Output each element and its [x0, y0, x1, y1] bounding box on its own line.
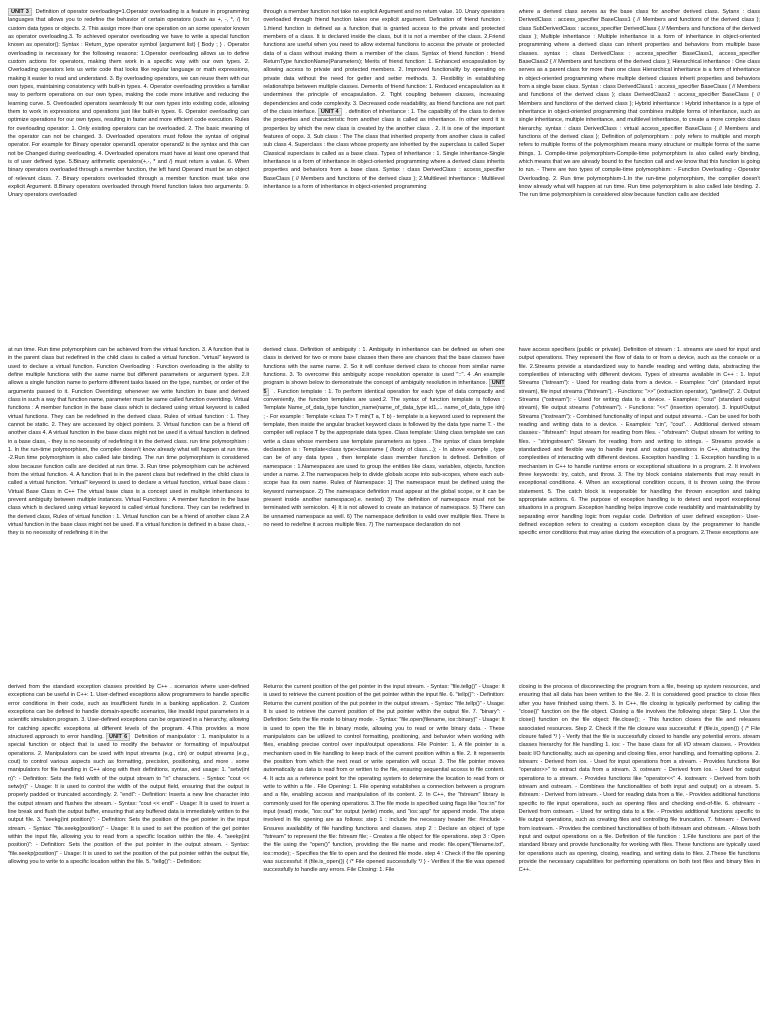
unit-heading: UNIT 5 — [263, 380, 505, 395]
column-text: through a member function not take no explicit Argument and no return value. 10. Unary operators overloaded through friend function takes one explicit argument. Defination of friend function : 1.friend function is defined as a function that is granted access to the private and protected members of a class. It is declared inside the class, but it is not a member of the class. 2.Friend functions are useful when you need to allow external functions to access the private or protected data of a class without making them a member of the class. Syntax of friend function : friend ReturnType functionName(Parameters); Merits of friend function: 1. Enhanced encapsulation by allowing access to private and protected members. 2. Improved functionality by operating on private data without the need for getter and setter methods. 3. Flexibility in establishing relationships between multiple classes. Demerits of friend function: 1. Reduced encapsulation as it undermines the principle of encapsulation. 2. Tight coupling between classes, increasing dependencies and code complexity. 3. Decreased code readability, as friend functions are not part of the class interface. UNIT 4 . definition of inheritance : 1. The capability of the class to derive the properties and characteristic from another class is called as inheritance. In other word it is properties by which the new class is created by the another class . 2. It is one of the important features of oops. 3. Sub class : The The class that inherited property from another class is called sub class 4. Superclass : the class whose property are inherited by the superclass is called Super Classical superclass is called as a base class. Types of inheritance : 1. Single inheritance-Single inheritance is a form of inheritance in object-oriented programming where a derived class inherits properties and behaviors from a base class. Syntax : class DerivedClass : access_specifier BaseClass { // Members and functions of the derived class }; 2.Multilevel inheritance : Multilevel inheritance is a form of inheritance in object-oriented programming — [263, 9, 505, 190]
column-text: UNIT 3 Definition of operator overloading=1.Operator overloading is a feature in programming languages that allows you to redefine the behavior of certain operators (such as +, -, *, /) for custom data types or objects. 2. This assign more than one operation on an some operator known as operator overloading.3. To achieved operator overloading we have to write a special function known as operator(): Syntax : Return_type operator symbol (argument list) { Body ; } . Operator overloading is necessary for the following reasons: 1.Operator overloading allows us to define custom actions for operators, making them work in a specific way with our own types. 2. Overloading operators lets us write code that looks like regular language or math expressions, making it easier to read and understand. 3. By overloading operators, we can reuse them with our own types, maintaining consistency with built-in types. 4. Operator overloading provides a familiar way to perform operations on our own types, making the code more intuitive and reducing the learning curve. 5. Overloaded operators seamlessly fit our own types into existing code, allowing them to work in expressions and operations just like built-in types. 6. Operator overloading can optimize operations for our own types, resulting in faster and more efficient code execution. Rules for overloading operator: 1. Only existing operators can be overloaded. 2. The basic meaning of the operator can not be changed. 3. Overloaded operators must follow the syntax of original operator. For example for Binary operator operand1 operator operand2 is the syntax and this can not be Changed during overloading. 4. Overloaded operators must have at least one operand that is of user defined type. 5.Binary arithmetic operators(+,-, * and /) must return a value. 6. When binary operators overloaded through a member function, the left hand Operand must be an object of relevant class. 7. Binary operators overloaded through a member function must take one explicit Argument. 8.Binary operators overloaded through friend function takes two arguments. 9. Unary operators overloaded — [8, 9, 250, 199]
column-1 — [8, 8, 249, 330]
page-band-2 — [8, 346, 760, 667]
column-text: derived class. Definition of ambiguity : 1. Ambiguity in inheritance can be defined as when one class is derived for two or more base classes then there are chances that the base classes have functions with the same name. 2. So it will confuse derived class to choose from similar name functions. 3. To overcome this ambiguity scope resolution operator is used "::". 4 .An example program is shown below to demonstrate the concept of ambiguity resolution in inheritance. UNIT 5 . Function template : 1. To perform identical operation for each type of data compactly and conveniently, the function templates are used.2. The syntax of function template is follows : Template Name_of_data_type function_name(name_of_data_type id1,... name_of_data_type idn) ; - For example : Template <class T> T min(T a, T b) - template is a keyword used to represent the template, then inside the angular bracket keyword class is followed by the data type name T. - the compiler will replace T by the appropriate data types. Class template: Using class template we can write a class whose members use template parameters as types . The syntax of class template declaration is : Template<class type>classname { //body of class....}; - In above example , type can be of any data types , then template class member function is defined. Definition of namespace : 1.Namespaces are used to group the entities like class, variables, objects, function under a name. 2.The namespaces help to divide globals scope into sub-scopes, where each sub-scope has its own name. Rules of Namespace: 1] The namespace must be defined using the keyword namespace. 2) The namespace definition must appear at the global scope, or it can be present inside another namespace(i.e. nested) 3) The definition of namespace must not be terminated with semicolon. 4) It is not allowed to create an instance of namespace. 5) There can be unnamed namespace as well. 6) The namespace definition is valid over multiple files. There is no need to redefine it across multiple files. 7) The namespace declaration do not — [263, 347, 505, 528]
unit-heading: UNIT 3 — [8, 8, 32, 16]
unit-heading: UNIT 6 — [106, 733, 130, 741]
column-2 — [263, 346, 504, 667]
column-3 — [519, 346, 760, 667]
column-text: at run time. Run time polymorphism can be achieved from the virtual function. 3. A function that is in the parent class but redefined in the child class is called a virtual function. "virtual" keyword is used to declare a virtual function. Function Overloading : Function overloading is the ability to define multiple functions with the same name but different parameters or argument types. 2.It allows a single function name to perform different tasks based on the type, number, or order of the arguments passed to it. Function Overriding: whenever we write function in base and derived class in such a way that function name, parameter must be same called function overriding. Virtual functions : A member function in the base class which is declared using virtual keyword is called virtual functions. They can be redefined in the derived class. Rules of virtual function : 1. They cannot be static. 2. They are accessed by object pointers. 3. Virtual function can be a friend off another class 4. A virtual function in the base class might not be used if a virtual function is defined in a base class, - they is no necessity of redefining it in the derived class. run time polymorphism : 1. In the run-time polymorphism, the compiler doesn't know already what will happen at run time. -2.Run time polymorphism is also called late binding. The run time polymorphism is considered slow because function calls are decided at run time. 3. Run time polymorphism can be achieved from the virtual function. 4. A function that is in the parent class but redefined in the child class is called a virtual function. "virtual" keyword is used to declare a virtual function, virtual base class : Virtual Base Class in C++ The virtual base class is a concept used in multiple inheritances to prevent ambiguity between multiple instances. Virtual Functions : A member function in the base class which is declared using virtual keyword is called virtual functions. They can be redefined in the derived class, Rules of virtual function : 1. Virtual function can be a friend of another class 2.A virtual function in the base class might not be used. If a virtual function is defined in a base class, - they is no necessity of redefining it in the — [8, 347, 250, 537]
column-1 — [8, 346, 249, 667]
page-band-1 — [8, 8, 760, 330]
column-text: derived from the standard exception classes provided by C++ . scenarios where user-defined exceptions can be useful in C++: 1. User-defined exceptions allow programmers to handle specific error conditions in their code, such as insufficient funds in a banking application. 2. Custom exceptions can be defined to handle domain-specific scenarios, like invalid input parameters in a scientific simulation program. 3. User-defined exceptions can be organized in a hierarchy, allowing for catching specific exceptions at different levels of the program. 4.This provides a more structured approach to error handling. UNIT 6 Definition of manipulator : 1. manipulator is a special function or object that is used to modify the behavior or formatting of input/output operations. 2. Manipulators can be used with input streams (e.g., cin) or output streams (e.g., cout) to control various aspects such as formatting, precision, positioning, and more . some manipulators for file handling in C++ along with their definitions, syntax, and usage: 1. "setw(int n)": - Definition: Sets the field width of the output stream to "n" characters. - Syntax: "cout << setw(n)" - Usage: It is used to control the width of the output field, ensuring that the output is properly padded or truncated accordingly. 2. "endl": - Definition: Inserts a new line character into the output stream and flushes the stream. - Syntax: "cout << endl" - Usage: It is used to insert a line break and flush the output buffer, ensuring that any buffered data is immediately written to the output file. 3. "seekg(int position)": - Definition: Sets the position of the get pointer in the input stream. - Syntax: "file.seekg(position)" - Usage: It is used to set the position of the get pointer within the input file, allowing you to read from a specific location within the file. 4. "seekp(int position)": - Definition: Sets the position of the put pointer in the output stream. - Syntax: "file.seekp(position)" - Usage: It is used to set the position of the put pointer within the output file, allowing you to write to a specific location within the file. 5. "tellg()": - Definition: — [8, 684, 250, 865]
column-text: Returns the current position of the get pointer in the input stream. - Syntax: "file.tellg()" - Usage: It is used to retrieve the current position of the get pointer within the input file. 6. "tellp()": - Definition: Returns the current position of the put pointer in the output stream. - Syntax: "file.tellp()" - Usage: It is used to retrieve the current position of the put pointer within the output file. 7. "binary": - Definition: Sets the file mode to binary mode. - Syntax: "file.open(filename, ios::binary)" - Usage: It is used to open the file in binary mode, allowing you to read or write binary data. - These manipulators can be utilized to control formatting, positioning, and behavior when working with files, enabling precise control over input/output operations. File Pointer: 1. A file pointer is a mechanism used in file handling to keep track of the current position within a file. 2. It represents the position from which the next read or write operation will occur. 3. The file pointer moves automatically as data is read from or written to the file, ensuring sequential access to file content. 4. It acts as a reference point for the operating system to determine the location to read from or write to within a file . File Opening: 1. File opening establishes a connection between a program and a file, enabling access and manipulation of its content. 2. In C++, the "fstream" library is commonly used for file opening operations. 3.The file mode is specified using flags like "ios::in" for input (read) mode, "ios::out" for output (write) mode, and "ios::app" for append mode. The steps involved in file opening are as follows: step 1 : include the necessary header file: #include - Ensures availability of file handling functions and classes. step 2 : Declare an object of type "fstream" to represent the file: fstream file; - Creates a file object for file operations. step 3 : Open the file using the "open()" function, providing the file name and mode: file.open("filename.txt", ios::mode); - Specifies the file to open and the desired file mode. step 4 : Check if the file opening was successful: if (file.is_open()) { /* File opened successfully */ } - Verifies if the file was opened successfully to handle any errors. File Closing: 1. File — [263, 684, 505, 874]
column-1 — [8, 683, 249, 1018]
column-3 — [519, 683, 760, 1018]
column-2 — [263, 8, 504, 330]
column-text: where a derived class serves as the base class for another derived class. Sytanx : class DerivedClass : access_specifier BaseClass1 { // Members and functions of the derived class }; class SubDerivedClass : access_specifier DerivedClass { // Members and functions of the derived class }; Multiple inheritance : Multiple inheritance is a form of inheritance in object-oriented programming where a derived class can inherit properties and behaviors from multiple base classes. syntax : class DerivedClass : access_specifier BaseClass1, access_specifier BaseClass2 { // Members and functions of the derived class }; Hierarchical inheritance : One class serves as a parent class for more than one class Hierarchical inheritance is a form of inheritance in object-oriented programming where multiple derived classes inherit properties and behaviors from a single base class. Syntax : class DerivedClass1 : access_specifier BaseClass { // Members and functions of the derived class }; class DerivedClass2 : access_specifier BaseClass { // Members and functions of the derived class }; Hybrid inheritance : Hybrid inheritance is a type of inheritance in object-oriented programming that combines multiple forms of inheritance, such as single inheritance, multiple inheritance, and multilevel inheritance, to create a more complex class hierarchy. syntax : class DerivedClass : virtual access_specifier BaseClass { // Members and functions of the derived class }; Definition of polymorphism : poly refers to multiple and morph refers to multiple forms of the polymorphism means many structure or multiple forms of the same things. 1. Compile-time polymorphism-Compile-time polymorphism is also called early binding, which means that we are already bound to the function call and we know that this function is going to run. - There are two types of compile-time polymorphism: - Function Overloading - Operator Overloading. 2. Run time polymorphism-1.In the run-time polymorphism, the compiler doesn't know already what will happen at run time. Run time polymorphism is also called late binding. 2. The run time polymorphism is considered slow because function calls are decided — [518, 9, 760, 199]
page-band-3 — [8, 683, 760, 1018]
column-2 — [263, 683, 504, 1018]
column-text: closing is the process of disconnecting the program from a file, freeing up system resources, and ensuring that all data has been written to the file. 2. It is considered good practice to close files after you have finished using them. 3. In C++, file closing is typically performed by calling the "close()" function on the file object. Closing a file involves the following steps: Step 1. Use the close() function on the file object: file.close(); - This function closes the file and releases associated resources. Step 2. Check if the file closure was successful: if (file.is_open()) { /* File closure failed */ } - Verify that the file is successfully closed to handle any potential errors. stream classes hierarchy for file handling 1. ios: - The base class for all I/O stream classes. - Provides basic I/O functionality, such as opening and closing files, error handling, and formatting options. 2. istream: - Derived from ios. - Used for input operations from a stream. - Provides functions like "operator>>" to extract data from a stream. 3. ostream: - Derived from ios. - Used for output operations to a stream. - Provides functions like "operator<<" 4. iostream: - Derived from both istream and ostream. - Combines the functionalities of both input and output) on a stream. 5. ifstream: - Derived from istream. - Used for reading data from a file. - Provides additional functions specific to file input operations, such as opening files and checking end-of-file. 6. ofstream: - Derived from ostream. - Used for writing data to a file. - Provides additional functions specific to file output operations, such as creating files and controlling file truncation. 7. fstream: - Derived from iostream. - Provides the combined functionalities of both ifstream and ofstream. - Allows both input and output operations on a file. Definition of file function : 1.File functions are part of the standard library and provide functionality for working with files. These functions are typically used for operations such as opening, closing, reading, and writing data to files. 2.These file functions provide the necessary capabilities for performing operations on both text files and binary files in C++. — [518, 684, 760, 874]
unit-heading: UNIT 4 — [318, 108, 342, 116]
column-3 — [519, 8, 760, 330]
column-text: have access specifiers (public or private). Definition of stream : 1. streams are used for input and output operations. They represent the flow of data to or from a device, such as the console or a file. 2.Streams provide a standardized way to handle reading and writing data, abstracting the complexities of interacting with different devices. Types of streams available in C++ : 1. Input Streams ("istream"): - Used for reading data from a device. - Examples: "cin" (standard input stream), file input streams ("ifstream"). - Functions: ">>" (extraction operator), "getline()". 2. Output Streams ("ostream"): - Used for writing data to a device. - Examples: "cout" (standard output stream), file output streams ("ofstream"). - Functions: "<<" (insertion operator). 3. Input/Output Streams ("iostream"): - Combined functionality of input and output streams. - Can be used for both reading and writing data to a device. - Examples: "cin", "cout". . Additional derived stream classes:- "ifstream": Input stream for reading from files. - "ofstream": Output stream for writing to files. - "stringstream": Stream for reading from and writing to strings. - Streams provide a standardized and flexible way to handle input and output operations in C++, abstracting the complexities of interacting with different devices. Exception handling : 1. Exception handling is a mechanism in C++ to handle runtime errors or exceptional situations in a program. 2. It involves three keywords: try, catch, and throw. 3. The try block contains statements that may result in exceptional conditions. 4. When an exceptional condition occurs, it is thrown using the throw statement. 5. The catch block is responsible for handling the thrown exception and taking appropriate actions. 6. The purpose of exception handling is to detect and report exceptional situations in a program .Exception handling helps improve code readability and maintainability by separating error handling logic from regular code. Definition of user defined exception:- User-defined exception refers to creating a custom exception class by the programmer to handle specific error conditions that may arise during the execution of a program. 2.These exceptions are — [518, 347, 760, 537]
